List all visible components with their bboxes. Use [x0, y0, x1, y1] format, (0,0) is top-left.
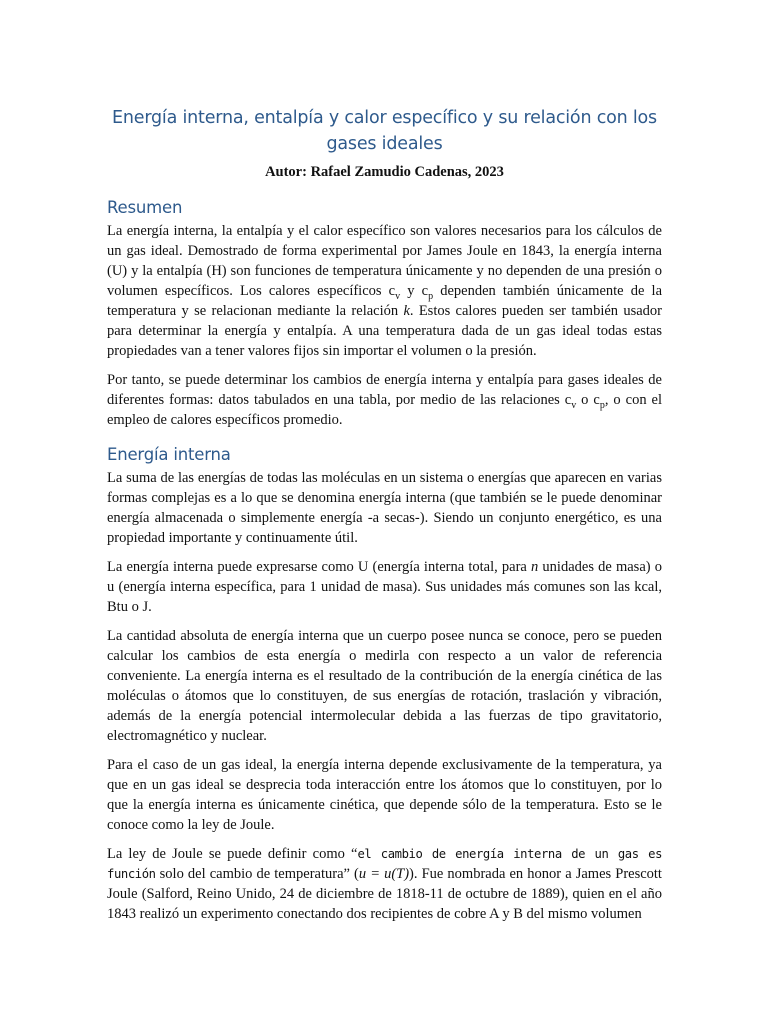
section-heading-resumen: Resumen: [107, 198, 183, 217]
energia-paragraph-5: La ley de Joule se puede definir como “el cambio de energía interna de un gas es función solo del cambio de temperatura” (u = u(T)). Fue nombrada en honor a James Prescott Joule (Salford, Reino Unido, 24 de diciembre de 1818-11 de octubre de 1889), quien en el año 1843 realizó un experimento conectando dos recipientes de cobre A y B del mismo volumen: [107, 846, 662, 922]
energia-paragraph-1: La suma de las energías de todas las moléculas en un sistema o energías que aparecen en varias formas complejas es a lo que se denomina energía interna (que también se le puede denominar energía almacenada o simplemente energía -a secas-). Siendo un conjunto energético, es una propiedad importante y continuamente útil.: [107, 470, 662, 546]
energia-paragraph-2: La energía interna puede expresarse como U (energía interna total, para n unidades de masa) o u (energía interna específica, para 1 unidad de masa). Sus unidades más comunes son las kcal, Btu o J.: [107, 559, 662, 615]
document-author: Autor: Rafael Zamudio Cadenas, 2023: [265, 164, 504, 180]
resumen-paragraph-2: Por tanto, se puede determinar los cambios de energía interna y entalpía para gases ideales de diferentes formas: datos tabulados en una tabla, por medio de las relaciones $c_v$ o $c_p$, o con el empleo de calores específicos promedio.: [107, 372, 663, 428]
energia-paragraph-3: La cantidad absoluta de energía interna que un cuerpo posee nunca se conoce, pero se pueden calcular los cambios de esta energía o medirla con respecto a un valor de referencia conveniente. La energía interna es el resultado de la contribución de la energía cinética de las moléculas o átomos que lo constituyen, de sus energías de rotación, traslación y vibración, además de la energía potencial intermolecular debida a las fuerzas de tipo gravitatorio, electromagnético y nuclear.: [107, 628, 662, 744]
joule-law-quote: el cambio de energía interna de un gas es función: [107, 847, 662, 881]
energia-paragraph-4: Para el caso de un gas ideal, la energía interna depende exclusivamente de la temperatura, ya que en un gas ideal se desprecia toda interacción entre los átomos que lo constituyen, por lo que la energía interna es únicamente cinética, que depende sólo de la temperatura. Esto se le conoce como la ley de Joule.: [107, 757, 662, 833]
section-heading-energia-interna: Energía interna: [107, 445, 231, 464]
joule-law-formula: u = u(T): [358, 866, 410, 882]
document-title: Energía interna, entalpía y calor específico y su relación con los gases ideales: [112, 108, 657, 154]
resumen-paragraph-1: La energía interna, la entalpía y el calor específico son valores necesarios para los cálculos de un gas ideal. Demostrado de forma experimental por James Joule en 1843, la energía interna (U) y la entalpía (H) son funciones de temperatura únicamente y no dependen de una presión o volumen específicos. Los calores específicos $c_v$ y $c_p$ dependen también únicamente de la temperatura y se relacionan mediante la relación k. Estos calores pueden ser también usador para determinar la energía y entalpía. A una temperatura dada de un gas ideal todas estas propiedades van a tener valores fijos sin importar el volumen o la presión.: [107, 223, 663, 359]
